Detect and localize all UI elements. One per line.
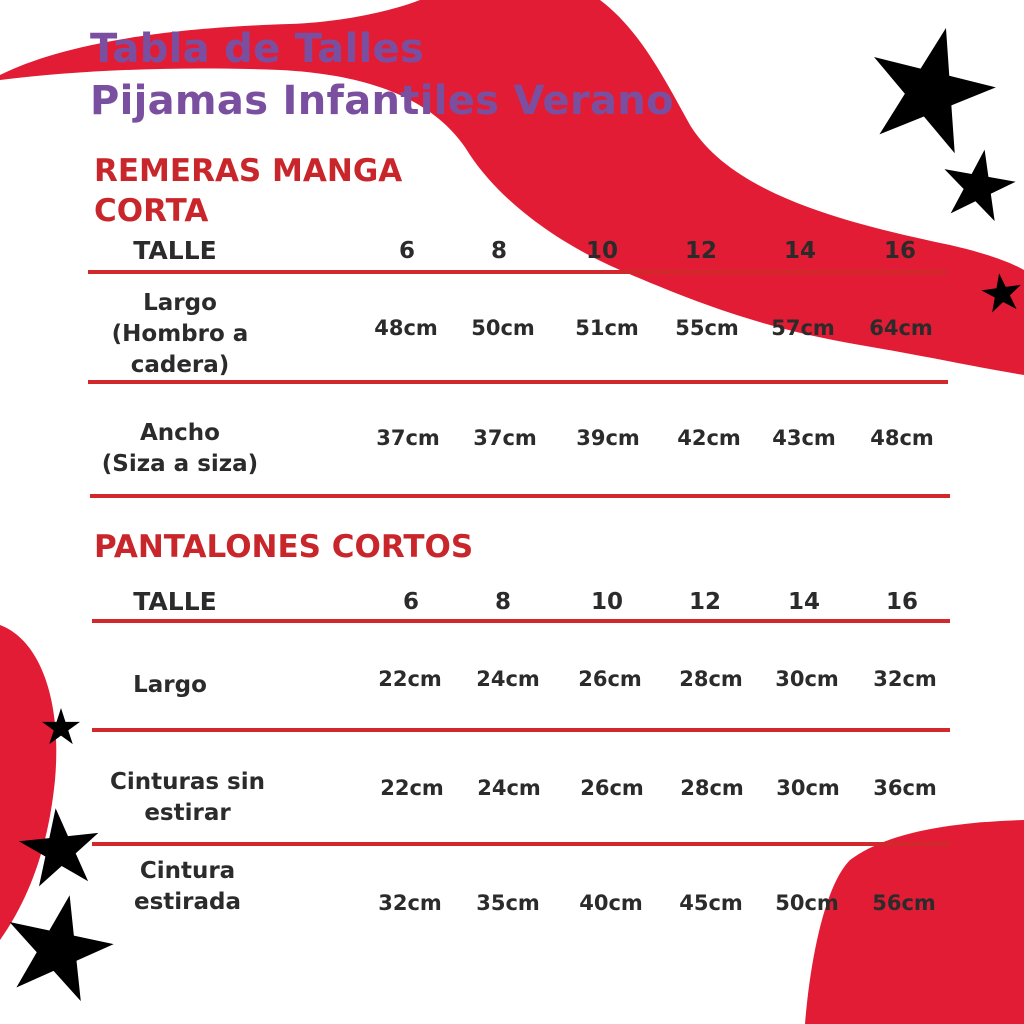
- pantalones-sin-estirar-8: 24cm: [477, 776, 541, 800]
- pantalones-size-10: 10: [590, 589, 623, 615]
- pantalones-largo-12: 28cm: [679, 667, 743, 691]
- remeras-ancho-12: 42cm: [677, 426, 741, 450]
- page-title-line-2: Pijamas Infantiles Verano: [90, 78, 674, 124]
- remeras-largo-14: 57cm: [771, 316, 835, 340]
- pantalones-row-cinturas-sin-estirar-label: [90, 767, 285, 829]
- remeras-header-label: TALLE: [133, 236, 217, 265]
- red-blob-bottom-right: [805, 820, 1024, 1024]
- pantalones-sin-estirar-6: 22cm: [380, 776, 444, 800]
- label-line: Cinturas sin: [109, 769, 265, 795]
- label-line: (Siza a siza): [101, 451, 259, 477]
- pantalones-estirada-6: 32cm: [378, 891, 442, 915]
- pantalones-title: PANTALONES CORTOS: [94, 529, 474, 565]
- remeras-size-12: 12: [684, 238, 717, 264]
- label-line: cadera): [130, 352, 230, 378]
- remeras-size-10: 10: [585, 238, 618, 264]
- remeras-largo-6: 48cm: [374, 316, 438, 340]
- pantalones-size-16: 16: [885, 589, 918, 615]
- pantalones-size-14: 14: [787, 589, 820, 615]
- remeras-row-rule: [88, 380, 948, 384]
- label-line: estirar: [144, 800, 231, 826]
- remeras-row-largo-label: [85, 288, 275, 381]
- label-line: Ancho: [140, 420, 220, 446]
- remeras-largo-12: 55cm: [675, 316, 739, 340]
- page-title-line-1: Tabla de Talles: [90, 26, 425, 72]
- remeras-largo-8: 50cm: [471, 316, 535, 340]
- remeras-ancho-8: 37cm: [473, 426, 537, 450]
- remeras-ancho-10: 39cm: [576, 426, 640, 450]
- pantalones-estirada-10: 40cm: [579, 891, 643, 915]
- pantalones-estirada-12: 45cm: [679, 891, 743, 915]
- label-line: (Hombro a: [111, 321, 249, 347]
- remeras-size-8: 8: [490, 238, 507, 264]
- pantalones-largo-10: 26cm: [578, 667, 642, 691]
- remeras-bottom-rule: [90, 494, 950, 498]
- remeras-title-line-2: CORTA: [94, 193, 209, 229]
- star-icon-top-right-large: [856, 13, 1007, 159]
- pantalones-estirada-14: 50cm: [775, 891, 839, 915]
- remeras-largo-16: 64cm: [869, 316, 933, 340]
- pantalones-size-6: 6: [402, 589, 419, 615]
- pantalones-largo-14: 30cm: [775, 667, 839, 691]
- pantalones-header-label: TALLE: [133, 587, 217, 616]
- remeras-ancho-16: 48cm: [870, 426, 934, 450]
- pantalones-largo-8: 24cm: [476, 667, 540, 691]
- pantalones-row-cintura-estirada-label: [100, 856, 275, 918]
- remeras-size-6: 6: [398, 238, 415, 264]
- remeras-largo-10: 51cm: [575, 316, 639, 340]
- pantalones-sin-estirar-12: 28cm: [680, 776, 744, 800]
- label-line: Largo: [143, 290, 217, 316]
- pantalones-row-rule-1: [92, 728, 950, 732]
- remeras-ancho-14: 43cm: [772, 426, 836, 450]
- pantalones-estirada-16: 56cm: [872, 891, 936, 915]
- pantalones-estirada-8: 35cm: [476, 891, 540, 915]
- pantalones-size-8: 8: [494, 589, 511, 615]
- pantalones-row-rule-2: [92, 842, 950, 846]
- label-line: estirada: [133, 889, 241, 915]
- pantalones-size-12: 12: [688, 589, 721, 615]
- label-line: Largo: [133, 672, 207, 698]
- pantalones-sin-estirar-16: 36cm: [873, 776, 937, 800]
- remeras-size-14: 14: [783, 238, 816, 264]
- pantalones-largo-16: 32cm: [873, 667, 937, 691]
- remeras-size-16: 16: [883, 238, 916, 264]
- pantalones-sin-estirar-10: 26cm: [580, 776, 644, 800]
- remeras-row-ancho-label: [75, 418, 285, 480]
- remeras-title-line-1: REMERAS MANGA: [94, 153, 403, 189]
- pantalones-sin-estirar-14: 30cm: [776, 776, 840, 800]
- star-icon-top-right-medium: [937, 143, 1020, 223]
- pantalones-row-largo-label: [95, 670, 245, 701]
- pantalones-header-rule: [92, 619, 950, 623]
- label-line: Cintura: [139, 858, 236, 884]
- remeras-header-rule: [88, 270, 948, 274]
- pantalones-largo-6: 22cm: [378, 667, 442, 691]
- red-blob-left: [0, 625, 56, 940]
- remeras-ancho-6: 37cm: [376, 426, 440, 450]
